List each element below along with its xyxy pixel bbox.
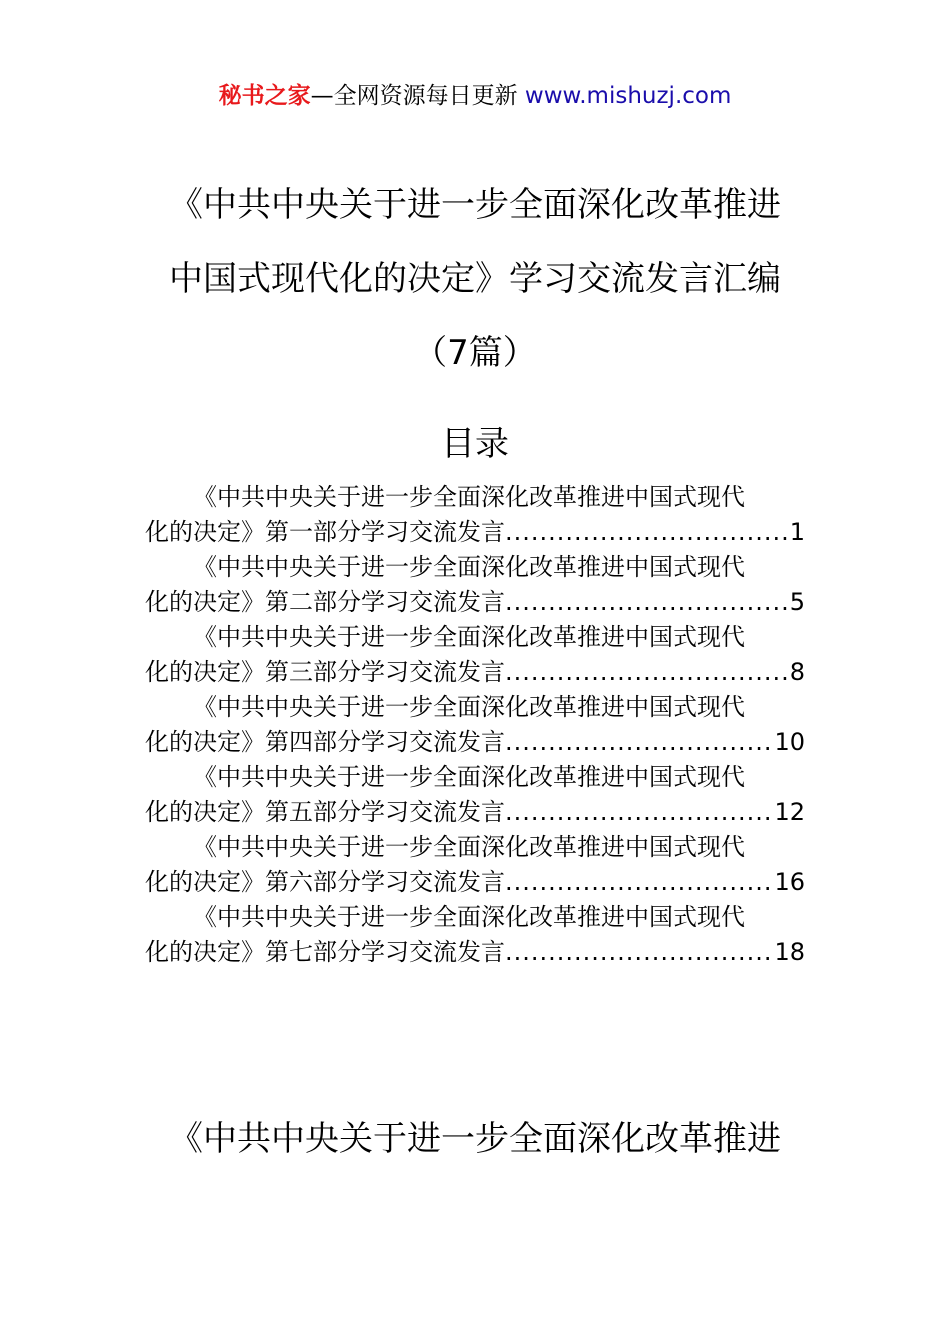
toc-entry-title: 《中共中央关于进一步全面深化改革推进中国式现代: [193, 903, 745, 931]
banner-tagline: —全网资源每日更新: [310, 83, 518, 109]
toc-entry-subtitle: 化的决定》第六部分学习交流发言: [145, 868, 505, 896]
section-heading: 《中共中央关于进一步全面深化改革推进: [169, 1119, 781, 1159]
toc-entry-subtitle: 化的决定》第三部分学习交流发言: [145, 658, 505, 686]
toc-dot-leader: [505, 795, 774, 830]
toc-entry[interactable]: [145, 690, 805, 760]
table-of-contents: [145, 480, 805, 970]
toc-entry-title: 《中共中央关于进一步全面深化改革推进中国式现代: [193, 623, 745, 651]
toc-entry[interactable]: [145, 760, 805, 830]
toc-entry-title: 《中共中央关于进一步全面深化改革推进中国式现代: [193, 763, 745, 791]
toc-page-number: 1: [789, 518, 805, 546]
toc-entry-subtitle: 化的决定》第五部分学习交流发言: [145, 798, 505, 826]
toc-dot-leader: [505, 865, 774, 900]
toc-page-number: 8: [789, 658, 805, 686]
toc-entry-subtitle: 化的决定》第四部分学习交流发言: [145, 728, 505, 756]
toc-entry[interactable]: [145, 830, 805, 900]
title-line-1: 《中共中央关于进一步全面深化改革推进: [169, 185, 781, 225]
toc-entry[interactable]: [145, 480, 805, 550]
toc-heading: 目录: [441, 424, 509, 464]
title-line-2: 中国式现代化的决定》学习交流发言汇编: [169, 259, 781, 299]
toc-dot-leader: [505, 585, 790, 620]
toc-entry-title: 《中共中央关于进一步全面深化改革推进中国式现代: [193, 483, 745, 511]
document-title: [0, 168, 950, 390]
toc-entry[interactable]: [145, 620, 805, 690]
brand-name: 秘书之家: [218, 83, 311, 109]
toc-page-number: 18: [774, 938, 805, 966]
toc-dot-leader: [505, 515, 790, 550]
site-banner: [0, 80, 950, 112]
toc-page-number: 10: [774, 728, 805, 756]
toc-entry-title: 《中共中央关于进一步全面深化改革推进中国式现代: [193, 833, 745, 861]
toc-dot-leader: [505, 655, 790, 690]
toc-page-number: 16: [774, 868, 805, 896]
toc-page-number: 5: [789, 588, 805, 616]
title-line-3: （7篇）: [413, 333, 537, 373]
toc-entry-subtitle: 化的决定》第七部分学习交流发言: [145, 938, 505, 966]
site-url-link[interactable]: www.mishuzj.com: [524, 83, 732, 109]
toc-entry-subtitle: 化的决定》第二部分学习交流发言: [145, 588, 505, 616]
toc-entry-subtitle: 化的决定》第一部分学习交流发言: [145, 518, 505, 546]
toc-page-number: 12: [774, 798, 805, 826]
toc-dot-leader: [505, 725, 774, 760]
toc-entry-title: 《中共中央关于进一步全面深化改革推进中国式现代: [193, 553, 745, 581]
toc-dot-leader: [505, 935, 774, 970]
toc-entry[interactable]: [145, 550, 805, 620]
toc-entry[interactable]: [145, 900, 805, 970]
toc-entry-title: 《中共中央关于进一步全面深化改革推进中国式现代: [193, 693, 745, 721]
